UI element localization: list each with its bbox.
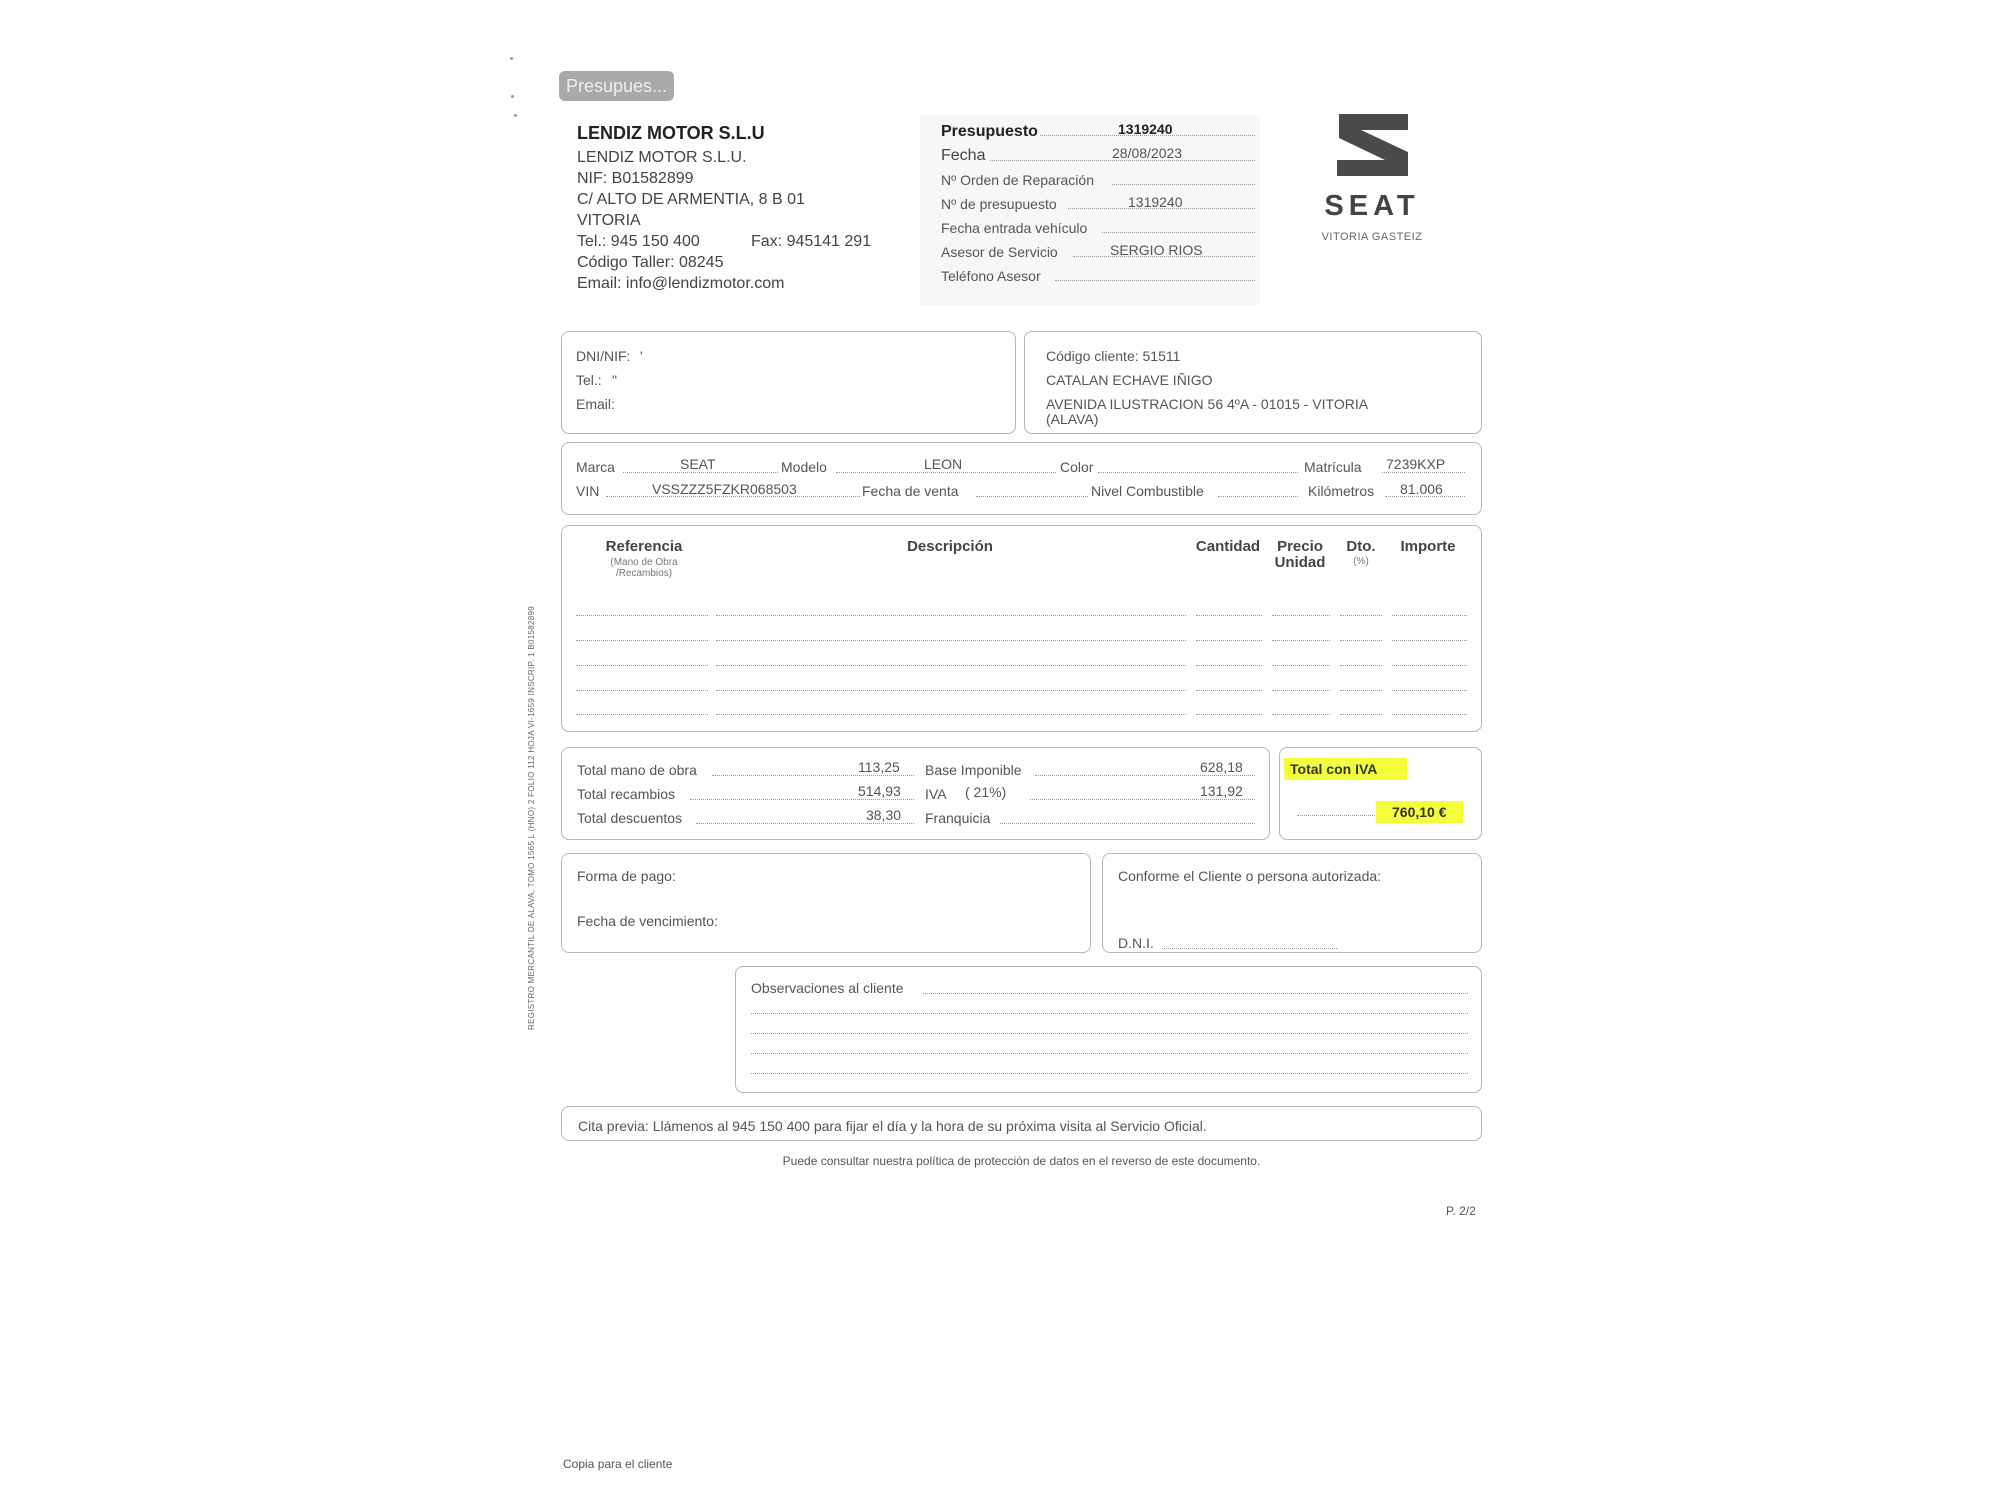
- table-row-line: [1392, 690, 1467, 691]
- observations-label: Observaciones al cliente: [751, 980, 904, 996]
- scan-speck: [514, 114, 517, 117]
- observation-line: [751, 1053, 1468, 1054]
- table-row-line: [1340, 615, 1382, 616]
- fecha-label: Fecha: [941, 147, 986, 164]
- company-email[interactable]: Email: info@lendizmotor.com: [577, 275, 785, 292]
- table-row-line: [1340, 690, 1382, 691]
- num-presupuesto-label: Nº de presupuesto: [941, 196, 1057, 212]
- fecha-vencimiento-label: Fecha de vencimiento:: [577, 913, 718, 929]
- col-dto: Dto.: [1346, 538, 1376, 555]
- modelo-value: LEON: [924, 456, 963, 472]
- base-imponible-value: 628,18: [1200, 759, 1243, 775]
- table-row-line: [1272, 665, 1330, 666]
- cita-previa-text: Cita previa: Llámenos al 945 150 400 para fijar el día y la hora de su próxima visita al Servicio Oficial.: [578, 1118, 1207, 1134]
- table-row-line: [576, 714, 708, 715]
- fecha-venta-label: Fecha de venta: [862, 483, 959, 499]
- col-referencia: Referencia: [605, 538, 683, 555]
- fecha-value: 28/08/2023: [1112, 145, 1183, 161]
- table-row-line: [1340, 714, 1382, 715]
- observation-line: [751, 1033, 1468, 1034]
- col-precio-unidad: Unidad: [1274, 554, 1326, 571]
- recambios-label: Total recambios: [577, 786, 676, 802]
- table-row-line: [1392, 714, 1467, 715]
- table-row-line: [716, 690, 1186, 691]
- descuentos-label: Total descuentos: [577, 810, 683, 826]
- customer-contact-box: [561, 331, 1016, 434]
- franquicia-label: Franquicia: [925, 810, 991, 826]
- asesor-value: SERGIO RIOS: [1110, 242, 1203, 258]
- presupuesto-value: 1319240: [1118, 121, 1173, 137]
- underline: [690, 799, 914, 800]
- table-row-line: [1340, 640, 1382, 641]
- total-iva-label: Total con IVA: [1284, 758, 1407, 780]
- underline: [696, 823, 914, 824]
- company-nif: NIF: B01582899: [577, 170, 694, 187]
- privacy-note: Puede consultar nuestra política de protección de datos en el reverso de este documento.: [782, 1154, 1261, 1168]
- mano-obra-label: Total mano de obra: [577, 762, 697, 778]
- table-row-line: [716, 615, 1186, 616]
- brand-location: VITORIA GASTEIZ: [1321, 231, 1423, 243]
- marca-label: Marca: [576, 459, 615, 475]
- underline: [1030, 799, 1255, 800]
- underline: [1218, 496, 1298, 497]
- table-row-line: [576, 615, 708, 616]
- underline: [1102, 232, 1255, 233]
- customer-address-region: (ALAVA): [1046, 411, 1099, 427]
- recambios-value: 514,93: [858, 783, 901, 799]
- underline: [836, 472, 1056, 473]
- table-row-line: [716, 665, 1186, 666]
- vehicle-box: [561, 442, 1482, 515]
- iva-value: 131,92: [1200, 783, 1243, 799]
- base-imponible-label: Base Imponible: [925, 762, 1022, 778]
- col-referencia-sub1: (Mano de Obra: [610, 557, 678, 568]
- iva-label: IVA: [925, 786, 947, 802]
- table-row-line: [1196, 714, 1262, 715]
- customer-address: AVENIDA ILUSTRACION 56 4ºA - 01015 - VITORIA: [1046, 396, 1369, 412]
- seat-s-logo-icon: [1335, 112, 1410, 178]
- table-row-line: [1196, 640, 1262, 641]
- vin-value: VSSZZZ5FZKR068503: [652, 481, 797, 497]
- conformity-label: Conforme el Cliente o persona autorizada:: [1118, 868, 1382, 884]
- matricula-value: 7239KXP: [1386, 456, 1446, 472]
- col-referencia-sub2: /Recambios): [615, 568, 673, 579]
- company-city: VITORIA: [577, 212, 641, 229]
- km-label: Kilómetros: [1308, 483, 1375, 499]
- table-row-line: [1340, 665, 1382, 666]
- table-row-line: [576, 640, 708, 641]
- table-row-line: [1392, 640, 1467, 641]
- signature-line: [1162, 948, 1337, 949]
- underline: [976, 496, 1088, 497]
- presupuesto-label: Presupuesto: [941, 123, 1038, 140]
- matricula-label: Matrícula: [1304, 459, 1362, 475]
- observation-line: [923, 993, 1468, 994]
- document-tab-label[interactable]: Presupues...: [559, 71, 674, 101]
- marca-value: SEAT: [680, 456, 716, 472]
- registry-side-text: REGISTRO MERCANTIL DE ALAVA, TOMO 1565 L (HNO) 2 FOLIO 112 HOJA VI-1659 INSCRIP. 1 B01582899: [527, 605, 536, 1030]
- company-tel: Tel.: 945 150 400: [577, 233, 700, 250]
- asesor-label: Asesor de Servicio: [941, 244, 1058, 260]
- company-title: LENDIZ MOTOR S.L.U: [577, 123, 765, 143]
- col-cantidad: Cantidad: [1195, 538, 1261, 555]
- table-row-line: [1272, 714, 1330, 715]
- telefono-asesor-label: Teléfono Asesor: [941, 268, 1041, 284]
- underline: [1112, 184, 1255, 185]
- customer-code: Código cliente: 51511: [1046, 348, 1181, 364]
- tel-value: ": [612, 372, 617, 388]
- table-row-line: [716, 640, 1186, 641]
- page-number: P. 2/2: [1446, 1204, 1476, 1218]
- table-row-line: [1272, 640, 1330, 641]
- km-value: 81.006: [1400, 481, 1443, 497]
- scan-speck: [511, 95, 514, 98]
- table-row-line: [1196, 615, 1262, 616]
- underline: [1382, 472, 1465, 473]
- underline: [1035, 775, 1255, 776]
- total-iva-value: 760,10 €: [1376, 801, 1463, 823]
- descuentos-value: 38,30: [866, 807, 902, 823]
- underline: [1098, 472, 1298, 473]
- forma-pago-label: Forma de pago:: [577, 868, 676, 884]
- conformity-dni-label: D.N.I.: [1118, 935, 1154, 951]
- company-name: LENDIZ MOTOR S.L.U.: [577, 149, 747, 166]
- mano-obra-value: 113,25: [858, 759, 900, 775]
- vin-label: VIN: [576, 483, 600, 499]
- underline: [1000, 823, 1255, 824]
- dni-value: ': [640, 348, 643, 364]
- combustible-label: Nivel Combustible: [1091, 483, 1204, 499]
- company-address: C/ ALTO DE ARMENTIA, 8 B 01: [577, 191, 805, 208]
- underline: [712, 775, 914, 776]
- color-label: Color: [1060, 459, 1094, 475]
- company-fax: Fax: 945141 291: [751, 233, 872, 250]
- table-row-line: [1272, 615, 1330, 616]
- orden-reparacion-label: Nº Orden de Reparación: [941, 172, 1094, 188]
- table-row-line: [576, 690, 708, 691]
- customer-name: CATALAN ECHAVE IÑIGO: [1046, 372, 1213, 388]
- brand-logo-text: SEAT: [1324, 190, 1420, 222]
- observation-line: [751, 1073, 1468, 1074]
- col-importe: Importe: [1400, 538, 1456, 555]
- fecha-entrada-label: Fecha entrada vehículo: [941, 220, 1088, 236]
- email-label: Email:: [576, 396, 615, 412]
- tel-label: Tel.:: [576, 372, 602, 388]
- iva-rate: ( 21%): [965, 784, 1007, 800]
- modelo-label: Modelo: [781, 459, 827, 475]
- num-presupuesto-value: 1319240: [1128, 194, 1183, 210]
- company-workshop-code: Código Taller: 08245: [577, 254, 724, 271]
- col-precio: Precio: [1277, 538, 1323, 555]
- scan-speck: [510, 57, 513, 60]
- col-dto-sub: (%): [1353, 556, 1369, 567]
- table-row-line: [1196, 665, 1262, 666]
- col-descripcion: Descripción: [907, 538, 993, 555]
- table-row-line: [1392, 665, 1467, 666]
- copy-label: Copia para el cliente: [563, 1457, 673, 1471]
- observation-line: [751, 1013, 1468, 1014]
- underline: [1055, 280, 1255, 281]
- table-row-line: [1272, 690, 1330, 691]
- table-row-line: [576, 665, 708, 666]
- dni-label: DNI/NIF:: [576, 348, 631, 364]
- underline: [623, 472, 778, 473]
- table-row-line: [1392, 615, 1467, 616]
- table-row-line: [1196, 690, 1262, 691]
- table-row-line: [716, 714, 1186, 715]
